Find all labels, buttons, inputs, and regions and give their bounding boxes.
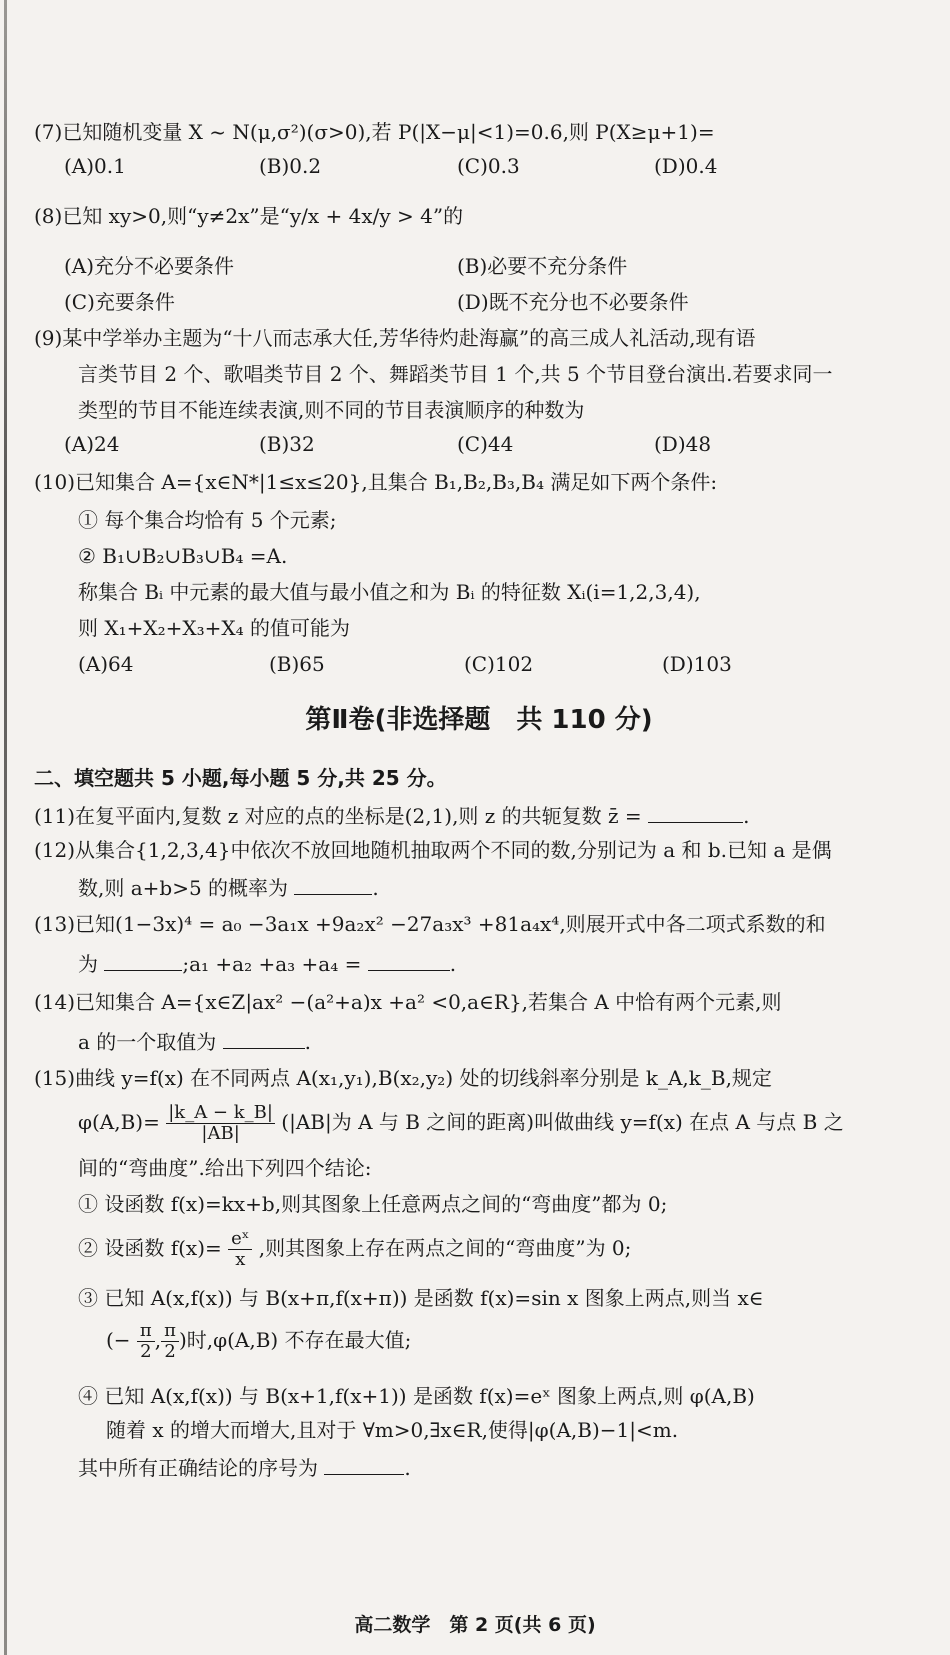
page-edge-shadow [4, 0, 7, 1655]
q12-text: 数,则 a+b>5 的概率为 [78, 876, 289, 900]
q12-line-2 [78, 872, 379, 902]
q15-c3-fraction-2-den: 2 [164, 1341, 176, 1362]
q15-answer-blank[interactable] [324, 1452, 404, 1475]
q10-line-5: 则 X₁+X₂+X₃+X₄ 的值可能为 [78, 616, 351, 640]
q9-option-b: (B)32 [259, 432, 315, 456]
q15-line-2-text: (|AB|为 A 与 B 之间的距离)叫做曲线 y=f(x) 在点 A 与点 B 之 [281, 1110, 844, 1134]
q15-conclusion-4-line-1: ④ 已知 A(x,f(x)) 与 B(x+1,f(x+1)) 是函数 f(x)=eˣ 图象上两点,则 φ(A,B) [78, 1384, 755, 1408]
q15-phi-numerator: |k_A − k_B| [168, 1102, 273, 1123]
q11-text: (11)在复平面内,复数 z 对应的点的坐标是(2,1),则 z 的共轭复数 z̄ = [34, 804, 642, 828]
q10-option-b: (B)65 [269, 652, 325, 676]
q10-line-4: 称集合 Bᵢ 中元素的最大值与最小值之和为 Bᵢ 的特征数 Xᵢ(i=1,2,3,4), [78, 580, 701, 604]
q15-line-2 [78, 1102, 844, 1144]
q9-line-3: 类型的节目不能连续表演,则不同的节目表演顺序的种数为 [78, 398, 585, 422]
q7-option-c: (C)0.3 [457, 154, 520, 178]
q13-text-a: 为 [78, 952, 98, 976]
q12-end: . [372, 876, 379, 900]
q10-condition-1: ① 每个集合均恰有 5 个元素; [78, 508, 337, 532]
q15-phi-label: φ(A,B)= [78, 1110, 160, 1134]
q11-end: . [743, 804, 750, 828]
q15-phi-denominator: |AB| [201, 1123, 240, 1144]
q14-answer-blank[interactable] [223, 1026, 305, 1049]
q15-phi-fraction [166, 1103, 275, 1144]
q10-line-1: (10)已知集合 A={x∈N*|1≤x≤20},且集合 B₁,B₂,B₃,B₄ 满足如下两个条件: [34, 470, 718, 494]
q7-option-b: (B)0.2 [259, 154, 322, 178]
q7-option-d: (D)0.4 [654, 154, 718, 178]
q13-answer-blank-2[interactable] [368, 948, 450, 971]
q7-option-a: (A)0.1 [64, 154, 126, 178]
q15-c2-post: ,则其图象上存在两点之间的“弯曲度”为 0; [258, 1236, 632, 1260]
q15-line-1: (15)曲线 y=f(x) 在不同两点 A(x₁,y₁),B(x₂,y₂) 处的切线斜率分别是 k_A,k_B,规定 [34, 1066, 772, 1090]
q15-line-3: 间的“弯曲度”.给出下列四个结论: [78, 1156, 372, 1180]
q15-end: . [404, 1456, 411, 1480]
section2-title: 二、填空题共 5 小题,每小题 5 分,共 25 分。 [34, 766, 447, 790]
q15-c3-fraction-1 [137, 1321, 155, 1362]
q15-c3-fraction-2 [161, 1321, 179, 1362]
q10-option-d: (D)103 [662, 652, 732, 676]
q15-c3-fraction-1-den: 2 [140, 1341, 152, 1362]
q9-option-c: (C)44 [457, 432, 514, 456]
q8-stem: (8)已知 xy>0,则“y≠2x”是“y/x + 4x/y > 4”的 [34, 204, 464, 228]
q15-c2-denominator: x [235, 1249, 246, 1270]
q8-option-a: (A)充分不必要条件 [64, 254, 235, 278]
q14-end: . [304, 1030, 311, 1054]
q13-text-b: ;a₁ +a₂ +a₃ +a₄ = [182, 952, 362, 976]
q15-conclusion-1: ① 设函数 f(x)=kx+b,则其图象上任意两点之间的“弯曲度”都为 0; [78, 1192, 668, 1216]
q15-c3-fraction-2-num: π [161, 1321, 179, 1342]
q14-line-2 [78, 1026, 311, 1056]
q15-c3-fraction-1-num: π [137, 1321, 155, 1342]
q15-c3-open: (− [106, 1328, 131, 1352]
q15-c2-fraction [228, 1229, 252, 1270]
q13-line-1: (13)已知(1−3x)⁴ = a₀ −3a₁x +9a₂x² −27a₃x³ +81a₄x⁴,则展开式中各二项式系数的和 [34, 912, 826, 936]
q15-final [78, 1452, 411, 1482]
q10-condition-2: ② B₁∪B₂∪B₃∪B₄ =A. [78, 544, 288, 568]
page-footer: 高二数学 第 2 页(共 6 页) [354, 1614, 596, 1636]
q8-option-b: (B)必要不充分条件 [457, 254, 628, 278]
q9-option-a: (A)24 [64, 432, 120, 456]
q10-option-a: (A)64 [78, 652, 134, 676]
q15-final-text: 其中所有正确结论的序号为 [78, 1456, 318, 1480]
q15-c3-close: )时,φ(A,B) 不存在最大值; [178, 1328, 412, 1352]
q12-answer-blank[interactable] [294, 872, 372, 895]
q15-c3-comma: , [154, 1328, 162, 1352]
q15-c2-pre: ② 设函数 f(x)= [78, 1236, 222, 1260]
q15-conclusion-3-line-2 [106, 1318, 411, 1362]
q15-conclusion-3-line-1: ③ 已知 A(x,f(x)) 与 B(x+π,f(x+π)) 是函数 f(x)=sin x 图象上两点,则当 x∈ [78, 1286, 764, 1310]
q13-answer-blank-1[interactable] [104, 948, 182, 971]
q9-option-d: (D)48 [654, 432, 712, 456]
q7-stem: (7)已知随机变量 X ~ N(μ,σ²)(σ>0),若 P(|X−μ|<1)=0.6,则 P(X≥μ+1)= [34, 120, 715, 144]
q10-option-c: (C)102 [464, 652, 534, 676]
q13-line-2 [78, 948, 456, 978]
part2-title: 第Ⅱ卷(非选择题 共 110 分) [305, 705, 653, 735]
q12-line-1: (12)从集合{1,2,3,4}中依次不放回地随机抽取两个不同的数,分别记为 a 和 b.已知 a 是偶 [34, 838, 832, 862]
q15-conclusion-2 [78, 1226, 631, 1270]
q15-conclusion-4-line-2: 随着 x 的增大而增大,且对于 ∀m>0,∃x∈R,使得|φ(A,B)−1|<m. [106, 1418, 679, 1442]
q8-option-c: (C)充要条件 [64, 290, 175, 314]
q14-text: a 的一个取值为 [78, 1030, 217, 1054]
q13-end: . [449, 952, 457, 976]
q9-line-1: (9)某中学举办主题为“十八而志承大任,芳华待灼赴海赢”的高三成人礼活动,现有语 [34, 326, 756, 350]
q11-answer-blank[interactable] [648, 800, 743, 823]
q15-c2-numerator: eˣ [228, 1229, 252, 1250]
q14-line-1: (14)已知集合 A={x∈Z|ax² −(a²+a)x +a² <0,a∈R},若集合 A 中恰有两个元素,则 [34, 990, 782, 1014]
q9-line-2: 言类节目 2 个、歌唱类节目 2 个、舞蹈类节目 1 个,共 5 个节目登台演出.若要求同一 [78, 362, 833, 386]
q8-option-d: (D)既不充分也不必要条件 [457, 290, 689, 314]
q11 [34, 800, 749, 830]
